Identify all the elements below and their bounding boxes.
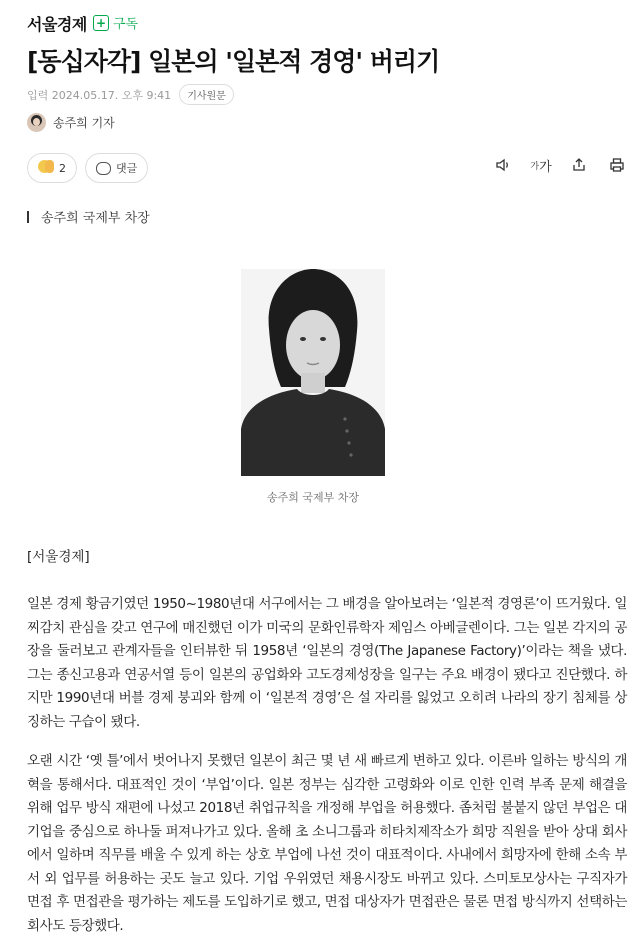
reaction-button[interactable] <box>27 153 77 183</box>
avatar <box>27 113 46 132</box>
reporter-link[interactable] <box>27 113 115 132</box>
article-paragraph: 일본 경제 황금기였던 1950~1980년대 서구에서는 그 배경을 알아보려는 ‘일본적 경영론’이 뜨거웠다. 일찌감치 관심을 갖고 연구에 매진했던 이가 미국의 문화인류학자 제임스 아베글렌이다. 그는 일본 각지의 공장을 둘러보고 관계자들을 인터뷰한 뒤 1958년 ‘일본의 경영(The Japanese Factory)’이라는 책을 냈다. 그는 종신고용과 연공서열 등이 일본의 공업화와 고도경제성장을 일구는 주요 배경이 됐다고 진단했다. 하지만 1990년대 버블 경제 붕괴와 함께 이 ‘일본적 경영’은 설 자리를 잃었고 오히려 나라의 장기 침체를 상징하는 구습이 됐다. <box>27 596 627 730</box>
comment-icon <box>96 162 111 175</box>
original-article-button[interactable]: 기사원문 <box>179 84 234 105</box>
article-meta <box>27 84 234 105</box>
plus-icon: + <box>93 15 109 31</box>
byline-bar <box>27 211 29 223</box>
comment-label: 댓글 <box>116 162 138 175</box>
publish-date: 입력 2024.05.17. 오후 9:41 <box>27 88 172 102</box>
byline <box>27 207 150 226</box>
subscribe-label: 구독 <box>113 17 139 32</box>
speaker-icon[interactable] <box>494 156 512 174</box>
comment-button[interactable] <box>85 153 148 183</box>
subscribe-button[interactable] <box>93 13 138 32</box>
article-title: [동십자각] 일본의 '일본적 경영' 버리기 <box>27 47 440 76</box>
reporter-photo <box>241 269 385 476</box>
font-size-label: 가 <box>539 159 552 175</box>
share-icon[interactable] <box>570 156 588 174</box>
article-paragraph: 오랜 시간 ‘옛 틀’에서 벗어나지 못했던 일본이 최근 몇 년 새 빠르게 변하고 있다. 이른바 일하는 방식의 개혁을 통해서다. 대표적인 것이 ‘부업’이다. 일본 정부는 심각한 고령화와 이로 인한 인력 부족 문제 해결을 위해 업무 방식 재편에 나섰고 2018년 취업규칙을 개정해 부업을 허용했다. 좀처럼 불붙지 않던 부업은 대기업을 중심으로 하나둘 퍼져나가고 있다. 올해 초 소니그룹과 히타치제작소가 희망 직원을 받아 상대 회사에서 일하며 직무를 배울 수 있게 하는 상호 부업에 나선 것이 대표적이다. 사내에서 희망자에 한해 소속 부서 외 업무를 허용하는 곳도 늘고 있다. 기업 우위였던 채용시장도 바뀌고 있다. 스미토모상사는 구직자가 면접 후 면접관을 평가하는 제도를 도입하기로 했고, 면접 대상자가 면접관은 물론 면접 방식까지 선택하는 회사도 등장했다. <box>27 753 627 934</box>
source-tag: [서울경제] <box>27 549 90 565</box>
press-name[interactable]: 서울경제 <box>27 15 87 34</box>
font-size-icon[interactable]: 가 가 <box>532 156 550 174</box>
photo-caption: 송주희 국제부 차장 <box>266 491 359 504</box>
article-tools <box>494 156 626 174</box>
reporter-name: 송주희 기자 <box>53 116 115 130</box>
byline-text: 송주희 국제부 차장 <box>41 211 150 226</box>
reaction-count: 2 <box>59 161 66 175</box>
print-icon[interactable] <box>608 156 626 174</box>
emotion-icon <box>38 160 54 176</box>
